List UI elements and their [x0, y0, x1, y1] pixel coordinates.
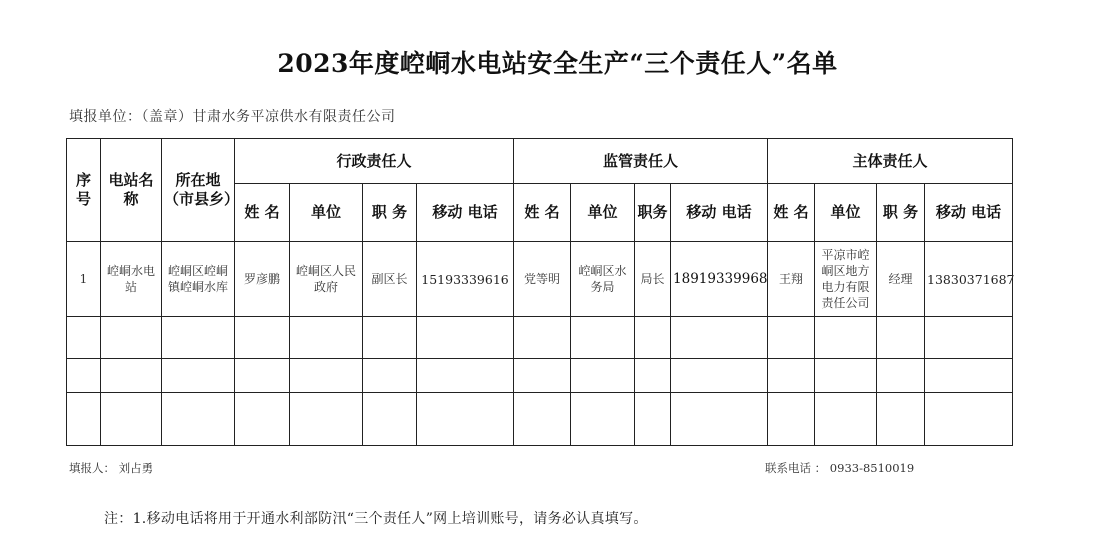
contact-phone: 联系电话 ： 0933-8510019: [765, 461, 915, 475]
header-sup-name: 姓 名: [514, 184, 571, 242]
header-sup-unit: 单位: [571, 184, 635, 242]
cell-sup-title: 局长: [635, 242, 671, 317]
note: 注：1.移动电话将用于开通水利部防汛“三个责任人”网上培训账号，请务必认真填写。: [104, 511, 648, 527]
header-main-title: 职 务: [877, 184, 925, 242]
responsibility-table: [66, 138, 1013, 446]
cell-sup-unit: 崆峒区水务局: [571, 242, 635, 317]
header-admin-unit: 单位: [290, 184, 363, 242]
cell-admin-unit: 崆峒区人民政府: [290, 242, 363, 317]
header-main-name: 姓 名: [768, 184, 815, 242]
cell-main-name: 王翔: [768, 242, 815, 317]
header-supervise-group: 监管责任人: [514, 139, 768, 184]
header-main-phone: 移动 电话: [925, 184, 1013, 242]
filling-unit: 填报单位：（盖章）甘肃水务平凉供水有限责任公司: [69, 109, 396, 125]
page-title: 2023年度崆峒水电站安全生产“三个责任人”名单: [277, 49, 838, 78]
table-row-empty: [67, 359, 1013, 393]
cell-main-unit: 平凉市崆峒区地方电力有限责任公司: [815, 242, 877, 317]
cell-sup-phone: 18919339968: [671, 242, 768, 317]
reporter: 填报人： 刘占勇: [69, 461, 154, 475]
table-row-empty: [67, 393, 1013, 446]
header-admin-group: 行政责任人: [235, 139, 514, 184]
header-sup-phone: 移动 电话: [671, 184, 768, 242]
header-location: 所在地（市县乡）: [162, 139, 235, 242]
cell-main-title: 经理: [877, 242, 925, 317]
cell-main-phone: 13830371687: [925, 242, 1013, 317]
header-sup-title: 职务: [635, 184, 671, 242]
header-admin-title: 职 务: [363, 184, 417, 242]
header-station: 电站名称: [101, 139, 162, 242]
cell-station: 崆峒水电站: [101, 242, 162, 317]
cell-admin-phone: 15193339616: [417, 242, 514, 317]
cell-admin-title: 副区长: [363, 242, 417, 317]
header-admin-phone: 移动 电话: [417, 184, 514, 242]
header-seq: 序号: [67, 139, 101, 242]
header-main-unit: 单位: [815, 184, 877, 242]
cell-location: 崆峒区崆峒镇崆峒水库: [162, 242, 235, 317]
table-row-empty: [67, 317, 1013, 359]
table-row: [67, 242, 1013, 317]
header-row-group: [67, 139, 1013, 184]
cell-admin-name: 罗彦鹏: [235, 242, 290, 317]
cell-sup-name: 党等明: [514, 242, 571, 317]
header-main-group: 主体责任人: [768, 139, 1013, 184]
header-admin-name: 姓 名: [235, 184, 290, 242]
cell-seq: 1: [67, 242, 101, 317]
